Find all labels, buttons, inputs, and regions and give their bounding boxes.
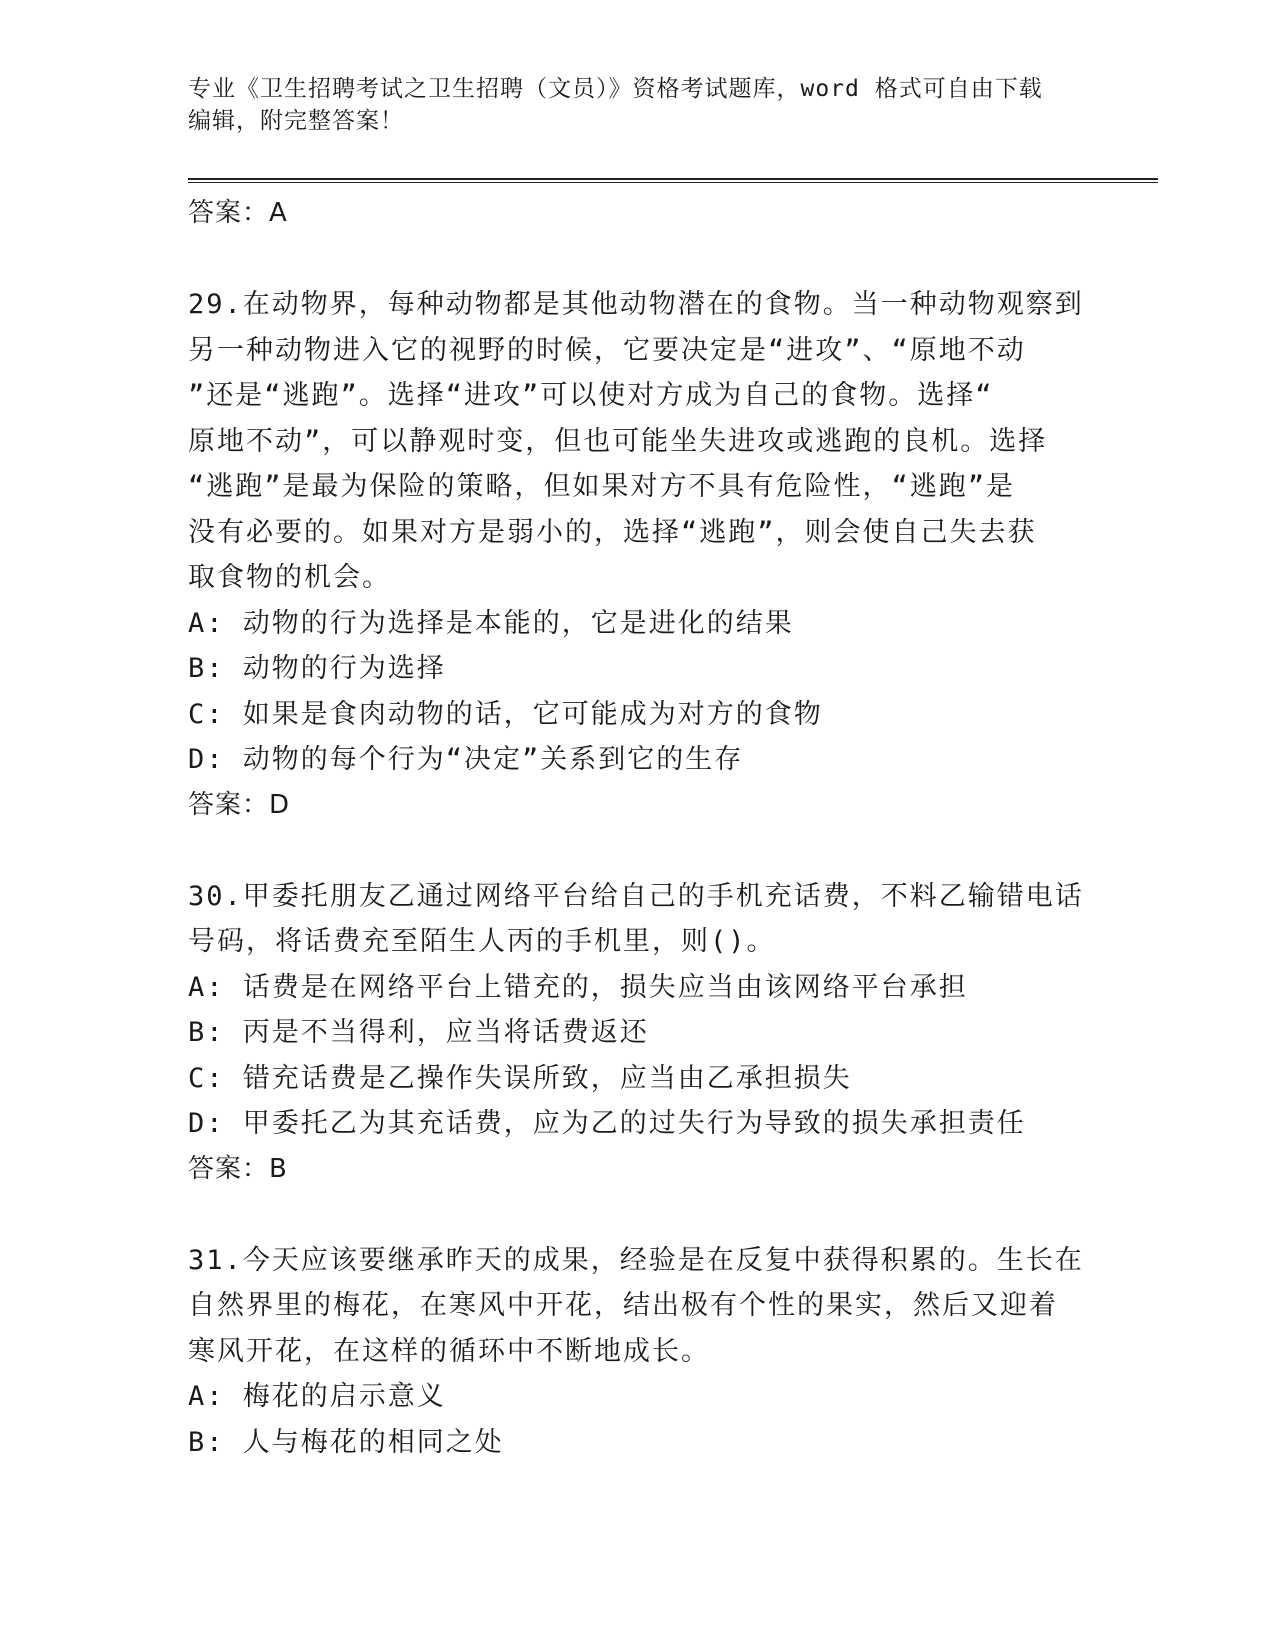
answer-line: 答案：A xyxy=(188,198,288,228)
question-block xyxy=(188,874,1088,1193)
answer-line: 答案：B xyxy=(188,1153,288,1184)
option-d: D: 动物的每个行为“决定”关系到它的生存 xyxy=(188,744,744,775)
header-line-1: 专业《卫生招聘考试之卫生招聘（文员）》资格考试题库，word 格式可自由下载 xyxy=(188,76,1043,102)
option-b: B: 人与梅花的相同之处 xyxy=(188,1426,504,1458)
question-stem-line: 没有必要的。如果对方是弱小的，选择“逃跑”，则会使自己失去获 xyxy=(188,516,1037,548)
question-stem-line: 30.甲委托朋友乙通过网络平台给自己的手机充话费，不料乙输错电话 xyxy=(188,880,1084,912)
question-stem-line: 号码，将话费充至陌生人丙的手机里，则()。 xyxy=(188,926,776,957)
option-a: A: 话费是在网络平台上错充的，损失应当由该网络平台承担 xyxy=(188,971,968,1003)
question-stem-line: 31.今天应该要继承昨天的成果，经验是在反复中获得积累的。生长在 xyxy=(188,1244,1084,1276)
option-c: C: 如果是食肉动物的话，它可能成为对方的食物 xyxy=(188,698,823,730)
option-b: B: 动物的行为选择 xyxy=(188,653,446,684)
question-block xyxy=(188,282,1088,828)
question-stem-line: 29.在动物界，每种动物都是其他动物潜在的食物。当一种动物观察到 xyxy=(188,289,1084,320)
document-body xyxy=(188,191,1088,1465)
question-stem-line: 原地不动”，可以静观时变，但也可能坐失进攻或逃跑的良机。选择 xyxy=(188,425,1048,457)
question-stem-line: 取食物的机会。 xyxy=(188,562,391,593)
question-block xyxy=(188,1238,1088,1466)
header-divider-thick xyxy=(188,178,1158,180)
header-line-2: 编辑，附完整答案！ xyxy=(188,108,404,134)
question-stem-line: ”还是“逃跑”。选择“进攻”可以使对方成为自己的食物。选择“ xyxy=(188,380,994,411)
option-b: B: 丙是不当得利，应当将话费返还 xyxy=(188,1017,649,1048)
question-stem-line: 寒风开花，在这样的循环中不断地成长。 xyxy=(188,1335,710,1367)
answer-line: 答案：D xyxy=(188,789,291,820)
spacer xyxy=(188,828,1088,874)
question-stem-line: “逃跑”是最为保险的策略，但如果对方不具有危险性，“逃跑”是 xyxy=(188,471,1016,502)
header-divider-thin xyxy=(188,182,1158,183)
spacer xyxy=(188,237,1088,283)
option-a: A: 动物的行为选择是本能的，它是进化的结果 xyxy=(188,607,794,639)
option-a: A: 梅花的启示意义 xyxy=(188,1381,446,1412)
document-header xyxy=(188,73,1088,137)
question-stem-line: 另一种动物进入它的视野的时候，它要决定是“进攻”、“原地不动 xyxy=(188,334,1026,366)
option-c: C: 错充话费是乙操作失误所致，应当由乙承担损失 xyxy=(188,1062,852,1094)
question-stem-line: 自然界里的梅花，在寒风中开花，结出极有个性的果实，然后又迎着 xyxy=(188,1290,1058,1321)
spacer xyxy=(188,1192,1088,1238)
option-d: D: 甲委托乙为其充话费，应为乙的过失行为导致的损失承担责任 xyxy=(188,1108,1026,1139)
